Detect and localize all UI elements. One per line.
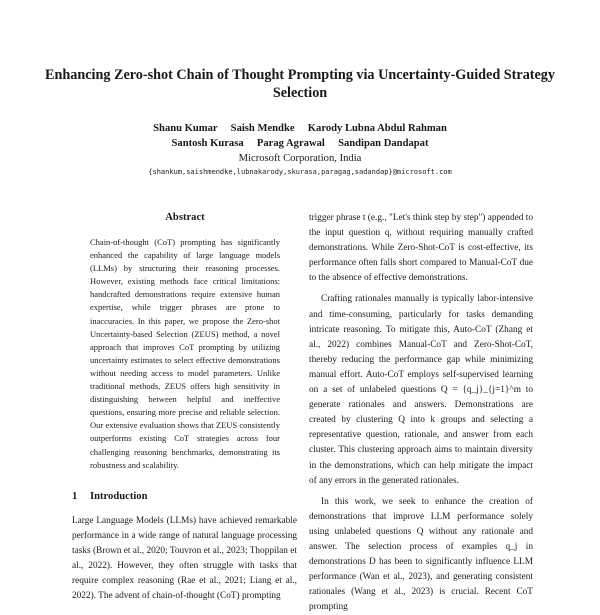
author-list [40,121,560,151]
authors-line-2: Santosh Kurasa Parag Agrawal Sandipan Dandapat [171,138,429,149]
abstract-text: Chain-of-thought (CoT) prompting has significantly enhanced the capability of large language models (LLMs) by structuring their reasoning processes. However, existing methods face critical limitations: handcrafted demonstrations require extensive human expertise, while trigger phrases are prone to inaccuracies. In this paper, we propose the Zero-shot Uncertainty-based Selection (ZEUS) method, a novel approach that improves CoT prompting by utilizing uncertainty estimates to select effective demonstrations without needing access to model parameters. Unlike traditional methods, ZEUS offers high sensitivity in distinguishing between helpful and ineffective questions, ensuring more precise and reliable selection. Our extensive evaluation shows that ZEUS consistently outperforms existing CoT strategies across four challenging reasoning benchmarks, demonstrating its robustness and scalability. [90,237,280,470]
paper-title: Enhancing Zero-shot Chain of Thought Prompting via Uncertainty-Guided Strategy Selection [44,67,555,101]
right-column [309,211,533,615]
author-emails: {shankum,saishmendke,lubnakarody,skurasa,paragag,sadandap}@microsoft.com [148,168,452,176]
right-paragraph-1: trigger phrase t (e.g., "Let's think step by step") appended to the input question q, without requiring manually crafted demonstrations. While Zero-Shot-CoT is cost-effective, its performance often falls short compared to Manual-CoT due to the absence of effective demonstrations. [309,213,533,284]
affiliation: Microsoft Corporation, India [238,153,362,164]
section-title: Introduction [90,491,148,502]
abstract-heading: Abstract [165,212,205,223]
authors-line-1: Shanu Kumar Saish Mendke Karody Lubna Abdul Rahman [153,123,447,134]
introduction-text: Large Language Models (LLMs) have achieved remarkable performance in a wide range of natural language processing tasks (Brown et al., 2020; Touvron et al., 2023; Thoppilan et al., 2022). However, they often struggle with tasks that require complex reasoning (Rae et al., 2021; Liang et al., 2022). The advent of chain-of-thought (CoT) prompting [72,516,297,602]
section-number: 1 [72,491,78,502]
section-heading-introduction [72,491,292,502]
right-paragraph-3: In this work, we seek to enhance the creation of demonstrations that improve LLM performance solely using unlabeled questions Q without any rationale and answer. The selection process of examples q_j in demonstrations D has been to significantly influence LLM performance (Wan et al., 2023), and generating consistent rationales (Wang et al., 2023) is crucial. Recent CoT prompting [309,496,533,613]
right-paragraph-2: Crafting rationales manually is typically labor-intensive and time-consuming, particularly for tasks demanding intricate reasoning. To mitigate this, Auto-CoT (Zhang et al., 2022) combines Manual-CoT and Zero-Shot-CoT, thereby reducing the performance gap while minimizing manual effort. Auto-CoT employs self-supervised learning on a set of unlabeled questions Q = {q_j}_{j=1}^m to generate rationales and answers. Demonstrations are created by clustering Q into k groups and selecting a representative question, rationale, and answer from each cluster. This clustering approach aims to maintain diversity in the demonstrations, which can help mitigate the impact of any errors in the generated rationales. [309,294,533,486]
